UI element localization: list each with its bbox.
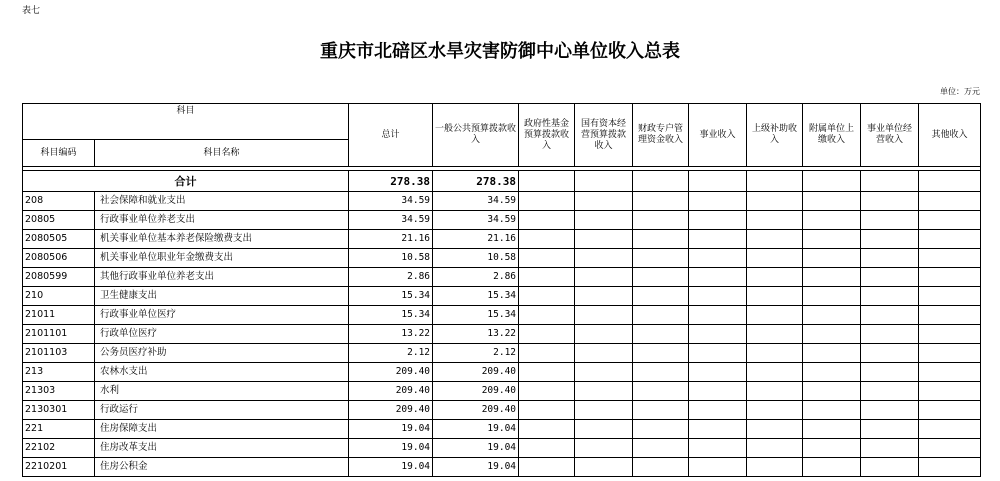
total-cell: 209.40 xyxy=(349,363,433,382)
header-affiliated: 附属单位上缴收入 xyxy=(803,104,861,167)
page-title: 重庆市北碚区水旱灾害防御中心单位收入总表 xyxy=(320,41,680,62)
empty-cell xyxy=(689,287,747,306)
subject-code-cell: 2130301 xyxy=(23,401,95,420)
subject-code-cell: 21011 xyxy=(23,306,95,325)
subject-name-cell: 住房改革支出 xyxy=(95,439,349,458)
empty-cell xyxy=(919,230,981,249)
empty-cell xyxy=(633,192,689,211)
general-budget-cell: 2.12 xyxy=(433,344,519,363)
empty-cell xyxy=(747,249,803,268)
empty-cell xyxy=(689,401,747,420)
empty-cell xyxy=(575,268,633,287)
empty-cell xyxy=(575,401,633,420)
empty-cell xyxy=(803,363,861,382)
empty-cell xyxy=(803,230,861,249)
income-summary-table xyxy=(22,103,981,477)
empty-cell xyxy=(861,401,919,420)
empty-cell xyxy=(747,344,803,363)
empty-cell xyxy=(689,325,747,344)
subject-code-cell: 2080506 xyxy=(23,249,95,268)
empty-cell xyxy=(689,344,747,363)
empty-cell xyxy=(519,211,575,230)
empty-cell xyxy=(919,287,981,306)
empty-cell xyxy=(861,230,919,249)
empty-cell xyxy=(803,344,861,363)
total-cell: 2.12 xyxy=(349,344,433,363)
empty-cell xyxy=(519,192,575,211)
empty-cell xyxy=(689,230,747,249)
table-row xyxy=(23,211,981,230)
empty-cell xyxy=(861,344,919,363)
empty-cell xyxy=(919,325,981,344)
table-row xyxy=(23,363,981,382)
table-row xyxy=(23,344,981,363)
subject-code-cell: 20805 xyxy=(23,211,95,230)
table-number-note: 表七 xyxy=(22,6,41,16)
subject-code-cell: 221 xyxy=(23,420,95,439)
header-subject-name: 科目名称 xyxy=(95,140,349,167)
empty-cell xyxy=(575,230,633,249)
subject-name-cell: 住房保障支出 xyxy=(95,420,349,439)
empty-cell xyxy=(803,287,861,306)
header-subject: 科目 xyxy=(23,104,349,140)
total-cell: 10.58 xyxy=(349,249,433,268)
total-cell: 34.59 xyxy=(349,211,433,230)
empty-cell xyxy=(689,458,747,477)
total-label: 合计 xyxy=(23,171,349,192)
empty-cell xyxy=(861,420,919,439)
table-row xyxy=(23,382,981,401)
empty-cell xyxy=(861,363,919,382)
subject-name-cell: 公务员医疗补助 xyxy=(95,344,349,363)
subject-name-cell: 行政运行 xyxy=(95,401,349,420)
table-row xyxy=(23,458,981,477)
table-row xyxy=(23,401,981,420)
total-cell: 209.40 xyxy=(349,401,433,420)
general-budget-cell: 278.38 xyxy=(433,171,519,192)
table-row xyxy=(23,192,981,211)
total-cell: 15.34 xyxy=(349,287,433,306)
subject-code-cell: 22102 xyxy=(23,439,95,458)
table-row xyxy=(23,230,981,249)
empty-cell xyxy=(747,363,803,382)
empty-cell xyxy=(689,192,747,211)
total-cell: 19.04 xyxy=(349,458,433,477)
empty-cell xyxy=(919,439,981,458)
empty-cell xyxy=(861,325,919,344)
subject-name-cell: 机关事业单位职业年金缴费支出 xyxy=(95,249,349,268)
general-budget-cell: 19.04 xyxy=(433,420,519,439)
empty-cell xyxy=(575,249,633,268)
subject-name-cell: 行政事业单位医疗 xyxy=(95,306,349,325)
empty-cell xyxy=(861,458,919,477)
empty-cell xyxy=(803,192,861,211)
empty-cell xyxy=(689,306,747,325)
subject-code-cell: 2080599 xyxy=(23,268,95,287)
empty-cell xyxy=(575,439,633,458)
empty-cell xyxy=(861,439,919,458)
table-row xyxy=(23,306,981,325)
header-operating: 事业单位经营收入 xyxy=(861,104,919,167)
empty-cell xyxy=(575,325,633,344)
empty-cell xyxy=(689,420,747,439)
empty-cell xyxy=(747,192,803,211)
general-budget-cell: 209.40 xyxy=(433,401,519,420)
empty-cell xyxy=(633,401,689,420)
empty-cell xyxy=(519,230,575,249)
subject-code-cell: 2080505 xyxy=(23,230,95,249)
empty-cell xyxy=(919,268,981,287)
general-budget-cell: 19.04 xyxy=(433,439,519,458)
empty-cell xyxy=(919,458,981,477)
table-row xyxy=(23,268,981,287)
empty-cell xyxy=(575,344,633,363)
general-budget-cell: 15.34 xyxy=(433,287,519,306)
empty-cell xyxy=(803,420,861,439)
subject-name-cell: 卫生健康支出 xyxy=(95,287,349,306)
unit-note: 单位：万元 xyxy=(940,87,980,96)
empty-cell xyxy=(803,249,861,268)
general-budget-cell: 34.59 xyxy=(433,211,519,230)
header-subject-code: 科目编码 xyxy=(23,140,95,167)
empty-cell xyxy=(861,268,919,287)
subject-code-cell: 208 xyxy=(23,192,95,211)
subject-name-cell: 行政单位医疗 xyxy=(95,325,349,344)
total-cell: 15.34 xyxy=(349,306,433,325)
header-general-budget: 一般公共预算拨款收入 xyxy=(433,104,519,167)
empty-cell xyxy=(633,458,689,477)
subject-code-cell: 2101103 xyxy=(23,344,95,363)
general-budget-cell: 13.22 xyxy=(433,325,519,344)
empty-cell xyxy=(689,211,747,230)
empty-cell xyxy=(633,268,689,287)
empty-cell xyxy=(519,344,575,363)
empty-cell xyxy=(919,192,981,211)
general-budget-cell: 34.59 xyxy=(433,192,519,211)
empty-cell xyxy=(919,249,981,268)
subject-name-cell: 社会保障和就业支出 xyxy=(95,192,349,211)
empty-cell xyxy=(519,363,575,382)
empty-cell xyxy=(519,382,575,401)
table-row xyxy=(23,325,981,344)
empty-cell xyxy=(919,344,981,363)
empty-cell xyxy=(803,439,861,458)
empty-cell xyxy=(575,363,633,382)
general-budget-cell: 209.40 xyxy=(433,363,519,382)
subject-name-cell: 住房公积金 xyxy=(95,458,349,477)
empty-cell xyxy=(689,268,747,287)
empty-cell xyxy=(803,382,861,401)
empty-cell xyxy=(803,401,861,420)
total-cell: 19.04 xyxy=(349,420,433,439)
general-budget-cell: 2.86 xyxy=(433,268,519,287)
total-cell: 13.22 xyxy=(349,325,433,344)
empty-cell xyxy=(633,439,689,458)
header-business: 事业收入 xyxy=(689,104,747,167)
subject-code-cell: 210 xyxy=(23,287,95,306)
empty-cell xyxy=(747,230,803,249)
empty-cell xyxy=(919,211,981,230)
empty-cell xyxy=(519,306,575,325)
subject-code-cell: 21303 xyxy=(23,382,95,401)
header-total: 总计 xyxy=(349,104,433,167)
empty-cell xyxy=(633,306,689,325)
header-state-capital: 国有资本经营预算拨款收入 xyxy=(575,104,633,167)
empty-cell xyxy=(747,306,803,325)
empty-cell xyxy=(803,268,861,287)
table-row xyxy=(23,249,981,268)
empty-cell xyxy=(519,439,575,458)
empty-cell xyxy=(633,325,689,344)
header-fiscal-special: 财政专户管理资金收入 xyxy=(633,104,689,167)
header-other: 其他收入 xyxy=(919,104,981,167)
empty-cell xyxy=(689,249,747,268)
empty-cell xyxy=(633,344,689,363)
general-budget-cell: 19.04 xyxy=(433,458,519,477)
subject-name-cell: 农林水支出 xyxy=(95,363,349,382)
empty-cell xyxy=(803,211,861,230)
empty-cell xyxy=(861,211,919,230)
subject-name-cell: 水利 xyxy=(95,382,349,401)
empty-cell xyxy=(519,287,575,306)
empty-cell xyxy=(519,420,575,439)
empty-cell xyxy=(919,401,981,420)
empty-cell xyxy=(575,382,633,401)
empty-cell xyxy=(919,382,981,401)
empty-cell xyxy=(747,382,803,401)
total-cell: 209.40 xyxy=(349,382,433,401)
empty-cell xyxy=(519,401,575,420)
empty-cell xyxy=(747,268,803,287)
empty-cell xyxy=(803,306,861,325)
general-budget-cell: 21.16 xyxy=(433,230,519,249)
empty-cell xyxy=(633,287,689,306)
empty-cell xyxy=(519,325,575,344)
empty-cell xyxy=(633,249,689,268)
header-gov-fund: 政府性基金预算拨款收入 xyxy=(519,104,575,167)
empty-cell xyxy=(575,306,633,325)
total-cell: 34.59 xyxy=(349,192,433,211)
empty-cell xyxy=(519,249,575,268)
empty-cell xyxy=(689,363,747,382)
empty-cell xyxy=(633,420,689,439)
general-budget-cell: 10.58 xyxy=(433,249,519,268)
empty-cell xyxy=(747,458,803,477)
empty-cell xyxy=(747,325,803,344)
empty-cell xyxy=(747,401,803,420)
empty-cell xyxy=(861,192,919,211)
empty-cell xyxy=(861,287,919,306)
empty-cell xyxy=(919,363,981,382)
empty-cell xyxy=(919,420,981,439)
general-budget-cell: 209.40 xyxy=(433,382,519,401)
table-row xyxy=(23,439,981,458)
table-row xyxy=(23,287,981,306)
table-row xyxy=(23,420,981,439)
general-budget-cell: 15.34 xyxy=(433,306,519,325)
empty-cell xyxy=(861,306,919,325)
total-cell: 21.16 xyxy=(349,230,433,249)
total-cell: 2.86 xyxy=(349,268,433,287)
empty-cell xyxy=(575,211,633,230)
empty-cell xyxy=(575,192,633,211)
empty-cell xyxy=(633,382,689,401)
empty-cell xyxy=(633,211,689,230)
subject-name-cell: 机关事业单位基本养老保险缴费支出 xyxy=(95,230,349,249)
empty-cell xyxy=(519,458,575,477)
empty-cell xyxy=(519,268,575,287)
empty-cell xyxy=(747,211,803,230)
empty-cell xyxy=(803,325,861,344)
subject-name-cell: 行政事业单位养老支出 xyxy=(95,211,349,230)
empty-cell xyxy=(747,287,803,306)
empty-cell xyxy=(575,458,633,477)
empty-cell xyxy=(803,458,861,477)
empty-cell xyxy=(861,249,919,268)
subject-code-cell: 2210201 xyxy=(23,458,95,477)
empty-cell xyxy=(633,363,689,382)
total-cell: 19.04 xyxy=(349,439,433,458)
header-superior-subsidy: 上级补助收入 xyxy=(747,104,803,167)
empty-cell xyxy=(919,306,981,325)
subject-name-cell: 其他行政事业单位养老支出 xyxy=(95,268,349,287)
subject-code-cell: 2101101 xyxy=(23,325,95,344)
total-cell: 278.38 xyxy=(349,171,433,192)
empty-cell xyxy=(747,439,803,458)
total-row xyxy=(23,171,981,192)
empty-cell xyxy=(861,382,919,401)
subject-code-cell: 213 xyxy=(23,363,95,382)
empty-cell xyxy=(633,230,689,249)
empty-cell xyxy=(689,439,747,458)
empty-cell xyxy=(575,420,633,439)
empty-cell xyxy=(575,287,633,306)
empty-cell xyxy=(689,382,747,401)
empty-cell xyxy=(747,420,803,439)
